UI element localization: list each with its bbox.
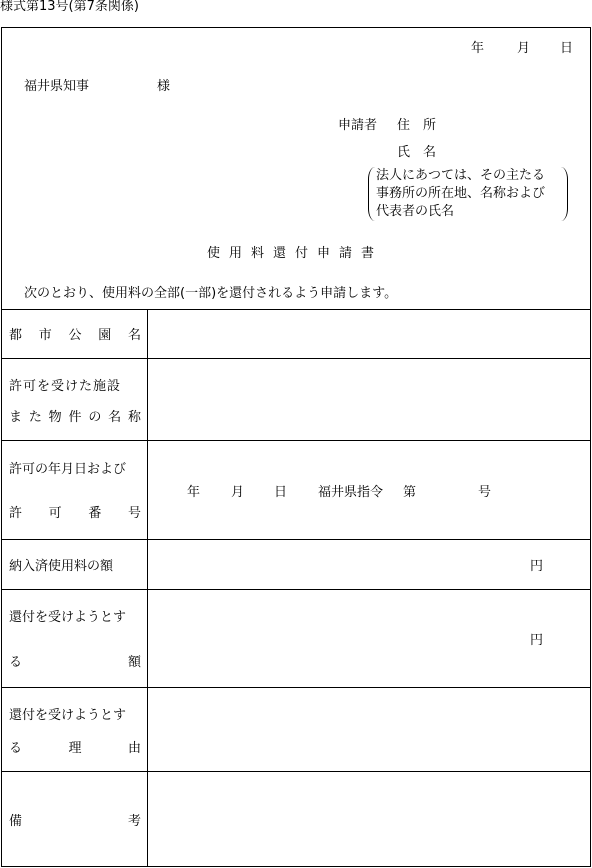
document-title: 使用料還付申請書 [207, 246, 384, 261]
row-divider [2, 358, 590, 359]
permit-dai: 第 [403, 485, 417, 500]
addressee-honorific: 様 [157, 79, 171, 94]
form-number-label: 様式第13号(第7条関係) [0, 0, 139, 14]
date-day: 日 [560, 41, 574, 56]
permit-month: 月 [231, 485, 245, 500]
refund-amount-label-line1: 還付を受けようとす [9, 610, 127, 625]
column-divider [147, 309, 148, 866]
corporate-note-text [376, 167, 545, 221]
corporate-note-line: 事務所の所在地、名称および [376, 186, 546, 201]
refund-reason-label-line2: る 理 由 [9, 741, 141, 756]
paid-fee-label: 納入済使用料の額 [9, 559, 114, 574]
row-divider [2, 589, 590, 590]
applicant-name-label: 氏 名 [397, 145, 437, 160]
refund-reason-label-line1: 還付を受けようとす [9, 708, 127, 723]
permit-label-line2: 許 可 番 号 [9, 506, 141, 521]
corporate-note-line: 法人にあつては、その主たる [376, 168, 546, 183]
date-year: 年 [471, 41, 485, 56]
table-top-border [2, 309, 590, 310]
facility-label-line2: ま た 物 件 の 名 称 [9, 410, 141, 425]
park-name-label: 都 市 公 園 名 [9, 328, 141, 343]
row-divider [2, 771, 590, 772]
left-bracket [368, 167, 375, 221]
date-month: 月 [517, 41, 531, 56]
permit-year: 年 [187, 485, 201, 500]
paid-fee-unit: 円 [530, 559, 544, 574]
facility-label-line1: 許可を受けた施設 [9, 379, 122, 394]
permit-go: 号 [478, 485, 492, 500]
addressee-name: 福井県知事 [24, 79, 90, 94]
application-form [1, 27, 591, 867]
intro-text: 次のとおり、使用料の全部(一部)を還付されるよう申請します。 [24, 286, 398, 301]
applicant-role: 申請者 [338, 118, 378, 133]
permit-directive: 福井県指令 [318, 485, 384, 500]
refund-amount-label-line2: る 額 [9, 655, 141, 670]
right-bracket [561, 167, 568, 221]
refund-amount-unit: 円 [530, 633, 544, 648]
permit-day: 日 [274, 485, 288, 500]
row-divider [2, 440, 590, 441]
row-divider [2, 539, 590, 540]
remarks-label: 備 考 [9, 814, 141, 829]
corporate-note [368, 167, 568, 221]
permit-label-line1: 許可の年月日および [9, 462, 127, 477]
applicant-address-label: 住 所 [397, 118, 437, 133]
row-divider [2, 687, 590, 688]
corporate-note-line: 代表者の氏名 [376, 204, 455, 219]
